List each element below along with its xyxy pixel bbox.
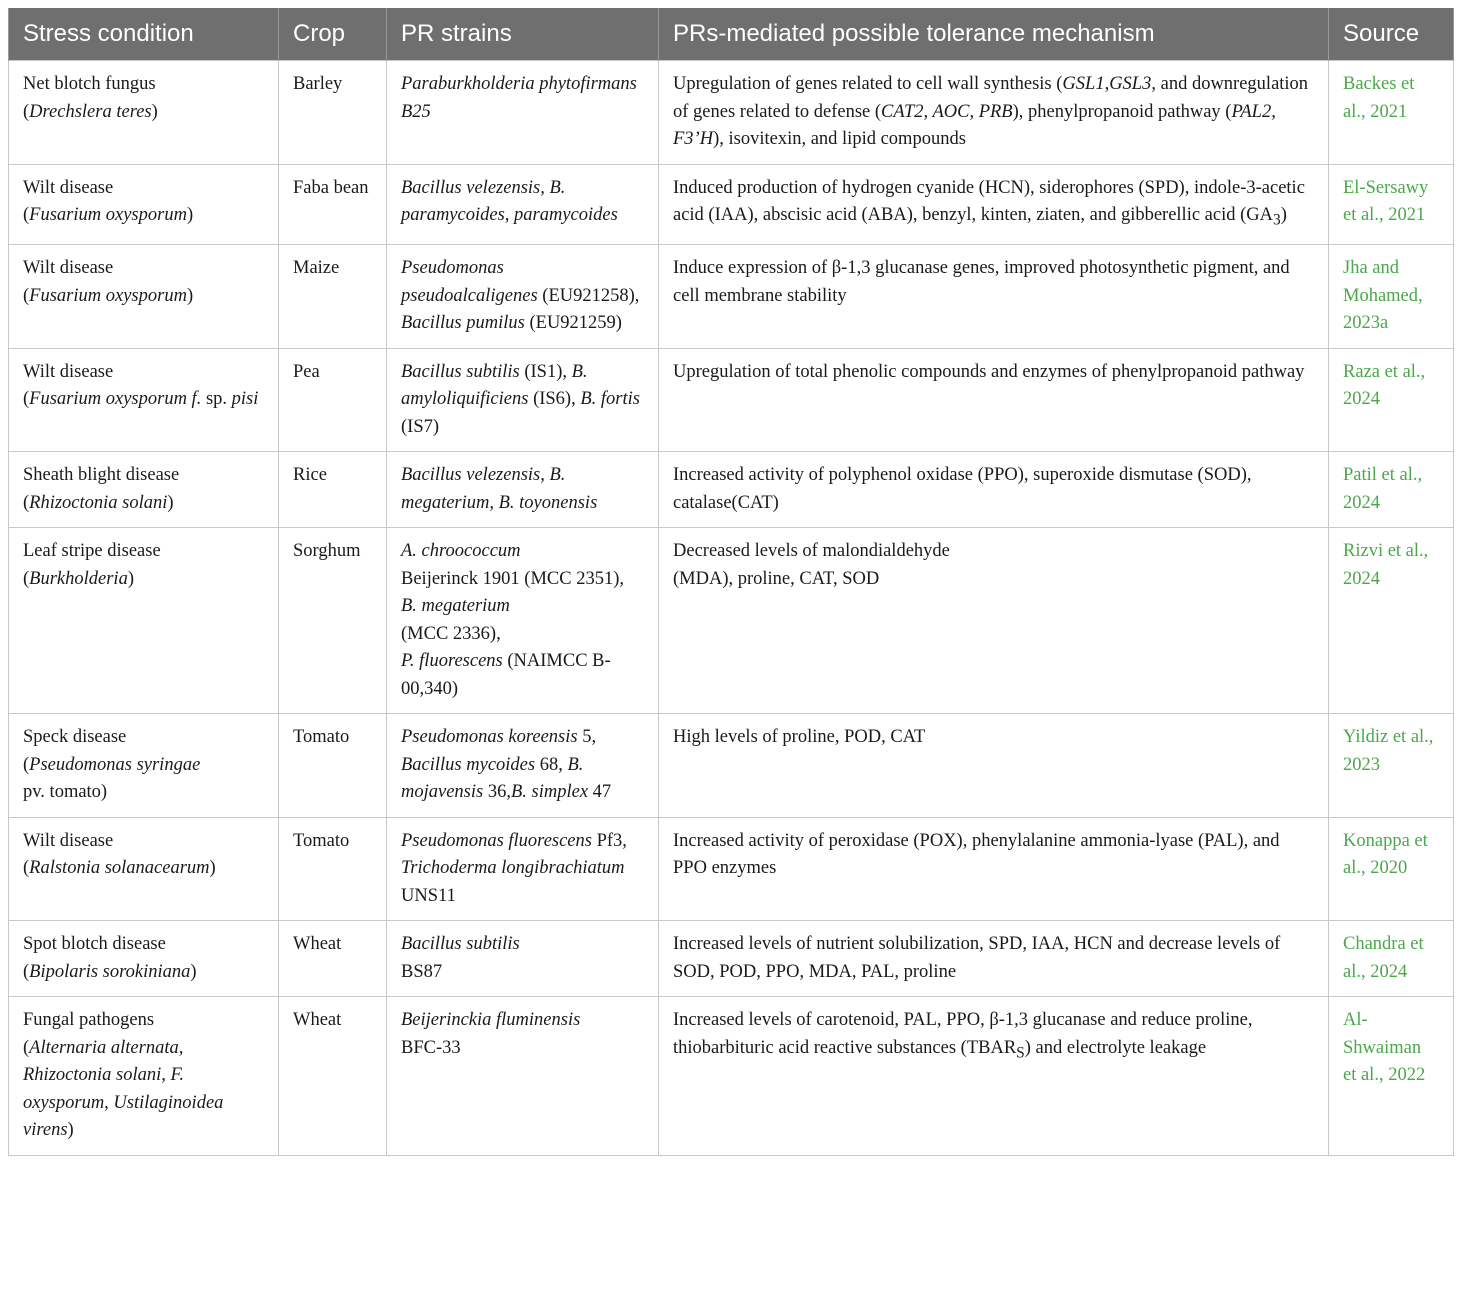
data-table: [8, 8, 1454, 1156]
pathogen-name: (Drechslera teres): [23, 101, 158, 122]
table-row: [9, 921, 1454, 997]
table-row: [9, 528, 1454, 714]
mechanism-cell: High levels of proline, POD, CAT: [659, 714, 1329, 818]
table-row: [9, 61, 1454, 165]
pathogen-name: (Bipolaris sorokiniana): [23, 961, 197, 982]
pr-strains-cell: Bacillus velezensis, B. paramycoides, paramycoides: [387, 164, 659, 245]
mechanism-cell: Upregulation of total phenolic compounds and enzymes of phenylpropanoid pathway: [659, 348, 1329, 452]
header-mechanism: PRs-mediated possible tolerance mechanism: [659, 8, 1329, 61]
stress-condition-cell: [9, 528, 279, 714]
crop-cell: Wheat: [279, 921, 387, 997]
pathogen-name: (Fusarium oxysporum): [23, 285, 194, 306]
pr-strains-cell: A. chroococcum Beijerinck 1901 (MCC 2351), B. megaterium (MCC 2336), P. fluorescens (NAIMCC B-00,340): [387, 528, 659, 714]
stress-name: Speck disease: [23, 727, 127, 748]
stress-name: Wilt disease: [23, 258, 114, 279]
pr-strains-cell: Pseudomonas fluorescens Pf3, Trichoderma longibrachiatum UNS11: [387, 817, 659, 921]
mechanism-cell: Upregulation of genes related to cell wall synthesis (GSL1,GSL3, and downregulation of genes related to defense (CAT2, AOC, PRB), phenylpropanoid pathway (PAL2, F3’H), isovitexin, and lipid compounds: [659, 61, 1329, 165]
crop-cell: Barley: [279, 61, 387, 165]
mechanism-cell: Increased levels of nutrient solubilization, SPD, IAA, HCN and decrease levels of SOD, POD, PPO, MDA, PAL, proline: [659, 921, 1329, 997]
table-header: [9, 8, 1454, 61]
stress-condition-cell: [9, 61, 279, 165]
table-row: [9, 164, 1454, 245]
stress-name: Sheath blight disease: [23, 465, 180, 486]
table-row: [9, 817, 1454, 921]
pr-strains-cell: Bacillus subtilis BS87: [387, 921, 659, 997]
stress-condition-cell: [9, 452, 279, 528]
table-row: [9, 714, 1454, 818]
crop-cell: Wheat: [279, 997, 387, 1156]
source-link[interactable]: Konappa et al., 2020: [1329, 817, 1454, 921]
mechanism-cell: Induce expression of β-1,3 glucanase genes, improved photosynthetic pigment, and cell membrane stability: [659, 245, 1329, 349]
pr-strains-cell: Beijerinckia fluminensis BFC-33: [387, 997, 659, 1156]
stress-name: Wilt disease: [23, 177, 114, 198]
stress-condition-cell: [9, 245, 279, 349]
stress-name: Spot blotch disease: [23, 934, 166, 955]
mechanism-cell: Increased activity of polyphenol oxidase (PPO), superoxide dismutase (SOD), catalase(CAT): [659, 452, 1329, 528]
pathogen-name: (Fusarium oxysporum): [23, 205, 194, 225]
crop-cell: Pea: [279, 348, 387, 452]
mechanism-cell: Increased activity of peroxidase (POX), phenylalanine ammonia-lyase (PAL), and PPO enzymes: [659, 817, 1329, 921]
stress-condition-cell: [9, 817, 279, 921]
header-crop: Crop: [279, 8, 387, 61]
source-link[interactable]: Raza et al., 2024: [1329, 348, 1454, 452]
crop-cell: Rice: [279, 452, 387, 528]
pathogen-name: (Ralstonia solanacearum): [23, 858, 216, 879]
crop-cell: Sorghum: [279, 528, 387, 714]
table-row: [9, 997, 1454, 1156]
stress-condition-cell: [9, 921, 279, 997]
stress-condition-cell: [9, 714, 279, 818]
pathogen-name: (Alternaria alternata, Rhizoctonia solani, F. oxysporum, Ustilaginoidea virens): [23, 1037, 224, 1141]
crop-cell: Faba bean: [279, 164, 387, 245]
header-pr-strains: PR strains: [387, 8, 659, 61]
stress-condition-cell: [9, 348, 279, 452]
table-row: [9, 245, 1454, 349]
source-link[interactable]: Al-Shwaiman et al., 2022: [1329, 997, 1454, 1156]
crop-cell: Tomato: [279, 714, 387, 818]
stress-name: Net blotch fungus: [23, 74, 156, 94]
pathogen-name: (Pseudomonas syringae pv. tomato): [23, 754, 201, 803]
pr-strains-cell: Pseudomonas koreensis 5, Bacillus mycoides 68, B. mojavensis 36,B. simplex 47: [387, 714, 659, 818]
source-link[interactable]: Backes et al., 2021: [1329, 61, 1454, 165]
source-link[interactable]: Chandra et al., 2024: [1329, 921, 1454, 997]
mechanism-cell: Decreased levels of malondialdehyde (MDA), proline, CAT, SOD: [659, 528, 1329, 714]
pr-strains-cell: Bacillus subtilis (IS1), B. amyloliquificiens (IS6), B. fortis (IS7): [387, 348, 659, 452]
source-link[interactable]: Yildiz et al., 2023: [1329, 714, 1454, 818]
source-link[interactable]: Patil et al., 2024: [1329, 452, 1454, 528]
pr-strains-cell: Pseudomonas pseudoalcaligenes (EU921258), Bacillus pumilus (EU921259): [387, 245, 659, 349]
header-stress-condition: Stress condition: [9, 8, 279, 61]
table-row: [9, 452, 1454, 528]
source-link[interactable]: Jha and Mohamed, 2023a: [1329, 245, 1454, 349]
header-source: Source: [1329, 8, 1454, 61]
crop-cell: Tomato: [279, 817, 387, 921]
source-link[interactable]: Rizvi et al., 2024: [1329, 528, 1454, 714]
table-row: [9, 348, 1454, 452]
mechanism-cell: Increased levels of carotenoid, PAL, PPO, β-1,3 glucanase and reduce proline, thiobarbituric acid reactive substances $(TBAR_S)$ and electrolyte leakage: [659, 997, 1329, 1156]
source-link[interactable]: El-Sersawy et al., 2021: [1329, 164, 1454, 245]
pathogen-name: (Fusarium oxysporum f. sp. pisi: [23, 389, 259, 410]
mechanism-cell: Induced production of hydrogen cyanide (HCN), siderophores (SPD), indole-3-acetic acid (IAA), abscisic acid (ABA), benzyl, kinten, ziaten, and gibberellic acid $(GA_3)$: [659, 164, 1329, 245]
stress-name: Leaf stripe disease: [23, 541, 161, 562]
pathogen-name: (Burkholderia): [23, 568, 134, 589]
stress-name: Wilt disease: [23, 361, 114, 382]
stress-condition-cell: [9, 997, 279, 1156]
crop-cell: Maize: [279, 245, 387, 349]
stress-name: Fungal pathogens: [23, 1010, 155, 1031]
pr-strains-cell: Paraburkholderia phytofirmans B25: [387, 61, 659, 165]
table-body: [9, 61, 1454, 1156]
pathogen-name: (Rhizoctonia solani): [23, 492, 174, 513]
pr-strains-cell: Bacillus velezensis, B. megaterium, B. toyonensis: [387, 452, 659, 528]
stress-name: Wilt disease: [23, 830, 114, 851]
stress-condition-cell: [9, 164, 279, 245]
header-row: [9, 8, 1454, 61]
